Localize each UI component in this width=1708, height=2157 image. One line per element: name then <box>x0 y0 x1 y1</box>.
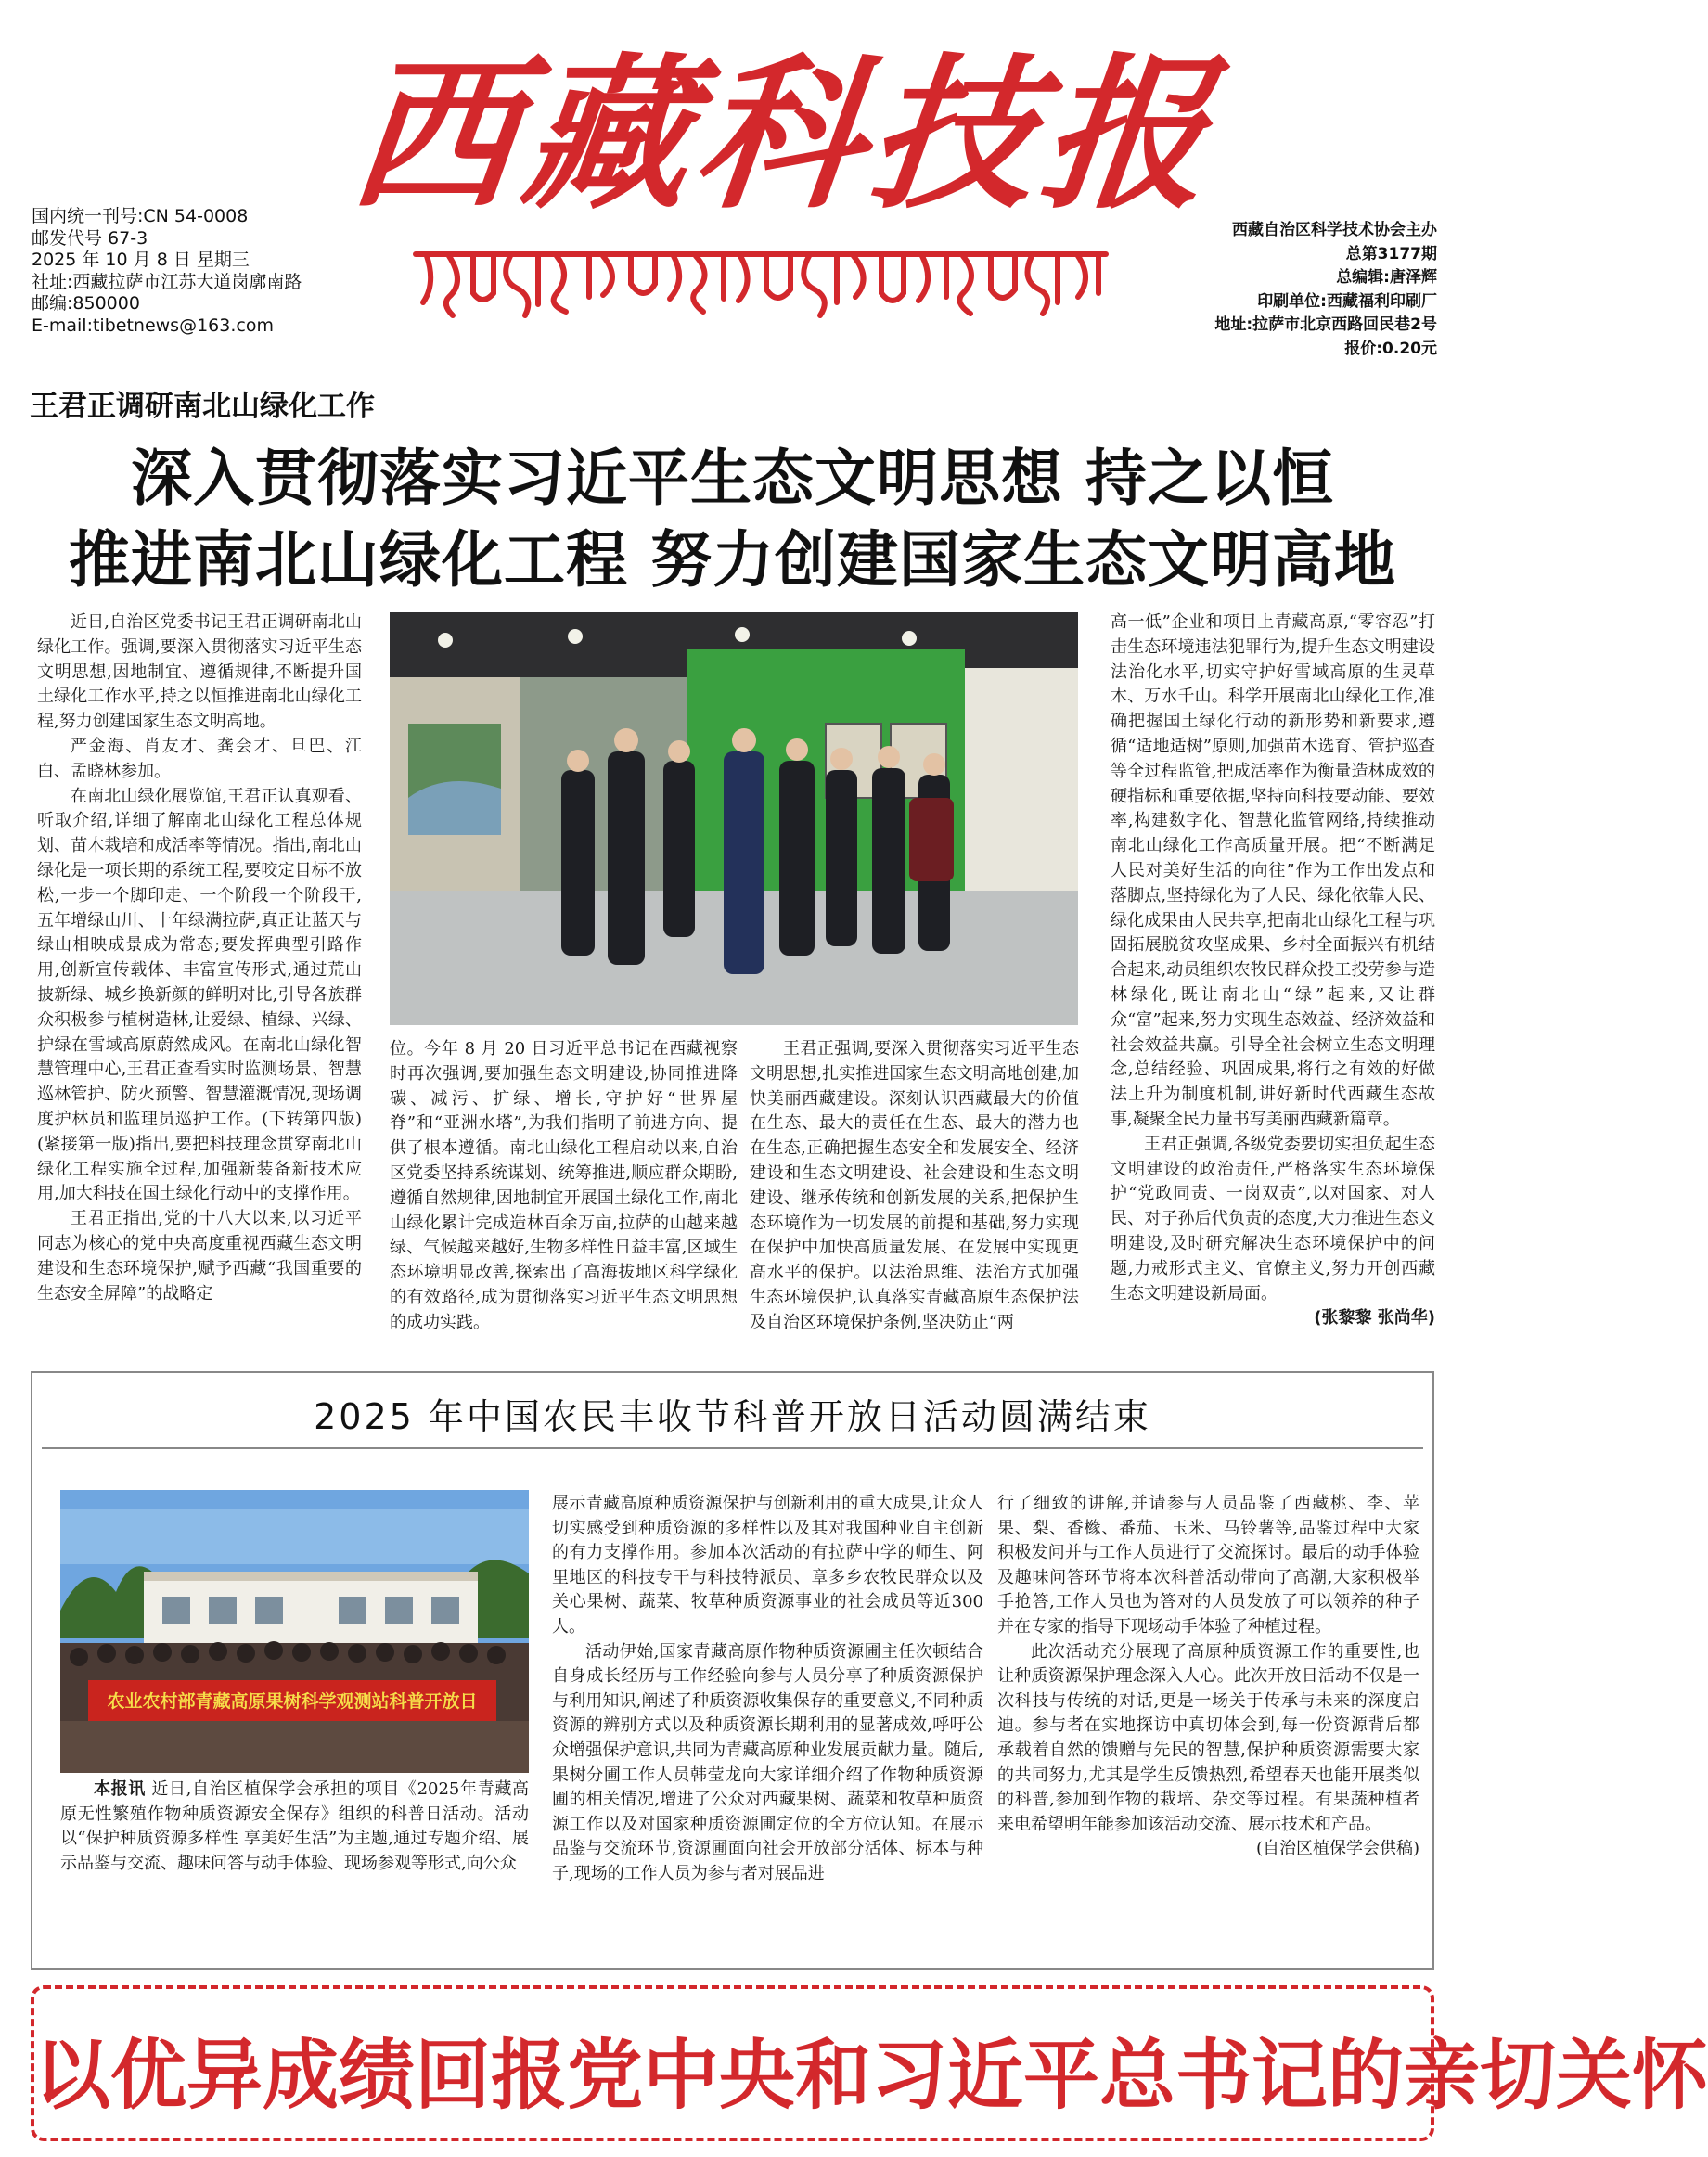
paragraph: 活动伊始,国家青藏高原作物种质资源圃主任次顿结合自身成长经历与工作经验向参与人员分享了种质资源保护与利用知识,阐述了种质资源收集保存的重要意义,不同种质资源的辨别方式以及种质资源长期利用的显著成效,呼吁公众增强保护意识,共同为青藏高原种业发展贡献力量。随后,果树分圃工作人员韩莹龙向大家详细介绍了作物种质资源圃的相关情况,增进了公众对西藏果树、蔬菜和牧草种质资源工作以及对国家种质资源圃定位的全方位认知。在展示品鉴与交流环节,资源圃面向社会开放部分活体、标本与种子,现场的工作人员为参与者对展品进 <box>552 1641 983 1883</box>
lead-column-2 <box>390 1037 738 1353</box>
office-address-line: 地址:拉萨市北京西路回民巷2号 <box>1214 315 1437 334</box>
email-line: E-mail:tibetnews@163.com <box>32 315 274 336</box>
sponsor-line: 西藏自治区科学技术协会主办 <box>1232 221 1437 239</box>
banner-text: 农业农村部青藏高原果树科学观测站科普开放日 <box>107 1691 478 1712</box>
lead-byline: (张黎黎 张尚华) <box>1314 1308 1435 1329</box>
issn-line: 国内统一刊号:CN 54-0008 <box>32 206 249 226</box>
editor-line: 总编辑:唐泽辉 <box>1336 268 1437 287</box>
article-2-group-photo <box>60 1490 529 1773</box>
lead-column-3 <box>750 1037 1079 1353</box>
zip-line: 邮编:850000 <box>32 293 140 315</box>
paragraph: 展示青藏高原种质资源保护与创新利用的重大成果,让众人切实感受到种质资源的多样性以及其对我国种业自主创新的有力支撑作用。参加本次活动的有拉萨中学的师生、阿里地区的科技专干与科技特派员、章多乡农牧民群众以及关心果树、蔬菜、牧草种质资源事业的社会成员等近300人。 <box>552 1494 983 1637</box>
lead-photo-exhibition-hall <box>390 612 1078 1025</box>
paragraph: 在南北山绿化展览馆,王君正认真观看、听取介绍,详细了解南北山绿化工程总体规划、苗木栽培和成活率等情况。指出,南北山绿化是一项长期的系统工程,要咬定目标不放松,一步一个脚印走、一个阶段一个阶段干,五年增绿山川、十年绿满拉萨,真正让蓝天与绿山相映成景成为常态;要发挥典型引路作用,创新宣传载体、丰富宣传形式,通过荒山披新绿、城乡换新颜的鲜明对比,引导各族群众积极参与植树造林,让爱绿、植绿、兴绿、护绿在雪域高原蔚然成风。在南北山绿化智慧管理中心,王君正查看实时监测场景、智慧巡林管护、防火预警、智慧灌溉情况,现场调度护林员和监理员巡护工作。(下转第四版)(紧接第一版)指出,要把科技理念贯穿南北山绿化工程实施全过程,加强新装备新技术应用,加大科技在国土绿化行动中的支撑作用。 <box>37 786 362 1204</box>
paragraph: 王君正强调,要深入贯彻落实习近平生态文明思想,扎实推进国家生态文明高地创建,加快美丽西藏建设。深刻认识西藏最大的价值在生态、最大的责任在生态、最大的潜力也在生态,正确把握生态安全和发展安全、经济建设和生态文明建设、社会建设和生态文明建设、继承传统和创新发展的关系,把保护生态环境作为一切发展的前提和基础,努力实现在保护中加快高质量发展、在发展中实现更高水平的保护。以法治思维、法治方式加强生态环境保护,认真落实青藏高原生态保护法及自治区环境保护条例,坚决防止“两 <box>750 1039 1079 1332</box>
article-2-title: 2025 年中国农民丰收节科普开放日活动圆满结束 <box>314 1396 1151 1437</box>
slogan-banner <box>31 1985 1708 2141</box>
article-2-byline: (自治区植保学会供稿) <box>1255 1839 1419 1859</box>
lead-column-4 <box>1111 610 1435 1353</box>
lead-column-1 <box>37 610 362 1353</box>
title-divider <box>42 1447 1423 1449</box>
paragraph: 严金海、肖友才、龚会才、旦巴、江白、孟晓林参加。 <box>37 736 362 781</box>
slogan-text: 以优异成绩回报党中央和习近平总书记的亲切关怀 <box>34 2031 1708 2120</box>
paragraph: 王君正强调,各级党委要切实担负起生态文明建设的政治责任,严格落实生态环境保护“党政同责、一岗双责”,以对国家、对人民、对子孙后代负责的态度,大力推进生态文明建设,及时研究解决生态环境保护中的问题,力戒形式主义、官僚主义,努力开创西藏生态文明建设新局面。 <box>1111 1134 1435 1303</box>
article-2-column-3 <box>997 1492 1419 1965</box>
paragraph: 高一低”企业和项目上青藏高原,“零容忍”打击生态环境违法犯罪行为,提升生态文明建设法治化水平,切实守护好雪域高原的生灵草木、万水千山。科学开展南北山绿化工作,准确把握国土绿化行动的新形势和新要求,遵循“适地适树”原则,加强苗木选育、管护巡查等全过程监管,把成活率作为衡量造林成效的硬指标和重要依据,坚持向科技要动能、要效率,构建数字化、智慧化监管网络,持续推动南北山绿化工作高质量开展。把“不断满足人民对美好生活的向往”作为工作出发点和落脚点,坚持绿化为了人民、绿化依靠人民、绿化成果由人民共享,把南北山绿化工程与巩固拓展脱贫攻坚成果、乡村全面振兴有机结合起来,动员组织农牧民群众投工投劳参与造林绿化,既让南北山“绿”起来,又让群众“富”起来,努力实现生态效益、经济效益和社会效益共赢。引导全社会树立生态文明理念,总结经验、巩固成果,将行之有效的好做法上升为制度机制,讲好新时代西藏生态故事,凝聚全民力量书写美丽西藏新篇章。 <box>1111 612 1435 1129</box>
article-2-column-2 <box>552 1492 983 1965</box>
postal-code-line: 邮发代号 67-3 <box>32 227 148 249</box>
publication-info-left <box>32 206 403 338</box>
publication-info-right <box>1131 219 1437 361</box>
article-2-column-1 <box>60 1778 529 1963</box>
newspaper-logo: 西藏科技报 <box>342 37 1226 231</box>
paragraph: 行了细致的讲解,并请参与人员品鉴了西藏桃、李、苹果、梨、香橼、番茄、玉米、马铃薯等,品鉴过程中大家积极发问并与工作人员进行了交流探讨。最后的动手体验及趣味问答环节将本次科普活动带向了高潮,大家积极举手抢答,工作人员也为答对的人员发放了可以领养的种子并在专家的指导下现场动手体验了种植过程。 <box>997 1494 1419 1637</box>
lead-kicker: 王君正调研南北山绿化工作 <box>30 390 375 423</box>
lead-headline-line-1: 深入贯彻落实习近平生态文明思想 持之以恒 <box>131 442 1334 514</box>
price-line: 报价:0.20元 <box>1344 339 1437 358</box>
address-line: 社址:西藏拉萨市江苏大道岗廓南路 <box>32 271 302 292</box>
masthead <box>0 0 1465 385</box>
issue-date-line: 2025 年 10 月 8 日 星期三 <box>32 250 250 271</box>
paragraph: 王君正指出,党的十八大以来,以习近平同志为核心的党中央高度重视西藏生态文明建设和生态环境保护,赋予西藏“我国重要的生态安全屏障”的战略定 <box>37 1209 362 1303</box>
tibetan-title-logo <box>408 239 1113 323</box>
issue-number-line: 总第3177期 <box>1345 244 1437 263</box>
paragraph: 此次活动充分展现了高原种质资源工作的重要性,也让种质资源保护理念深入人心。此次开放日活动不仅是一次科技与传统的对话,更是一场关于传承与未来的深度启迪。参与者在实地探访中真切体会到,每一份资源背后都承载着自然的馈赠与先民的智慧,保护种质资源需要大家的共同努力,尤其是学生反馈热烈,希望春天也能开展类似的科普,参加到作物的栽培、杂交等过程。有果蔬种植者来电希望明年能参加该活动交流、展示技术和产品。 <box>997 1641 1419 1834</box>
lead-headline-line-2: 推进南北山绿化工程 努力创建国家生态文明高地 <box>69 523 1396 596</box>
printer-line: 印刷单位:西藏福利印刷厂 <box>1257 291 1437 311</box>
news-tag: 本报讯 <box>94 1779 146 1799</box>
paragraph: 近日,自治区党委书记王君正调研南北山绿化工作。强调,要深入贯彻落实习近平生态文明思想,因地制宜、遵循规律,不断提升国土绿化工作水平,持之以恒推进南北山绿化工程,努力创建国家生态文明高地。 <box>37 612 362 732</box>
article-2-box <box>31 1371 1434 1970</box>
paragraph: 近日,自治区植保学会承担的项目《2025年青藏高原无性繁殖作物种质资源安全保存》组织的科普日活动。活动以“保护种质资源多样性 享美好生活”为主题,通过专题介绍、展示品鉴与交流、趣味问答与动手体验、现场参观等形式,向公众 <box>60 1779 529 1873</box>
paragraph: 位。今年 8 月 20 日习近平总书记在西藏视察时再次强调,要加强生态文明建设,协同推进降碳、减污、扩绿、增长,守护好“世界屋脊”和“亚洲水塔”,为我们指明了前进方向、提供了根本遵循。南北山绿化工程启动以来,自治区党委坚持系统谋划、统筹推进,顺应群众期盼,遵循自然规律,因地制宜开展国土绿化工作,南北山绿化累计完成造林百余万亩,拉萨的山越来越绿、气候越来越好,生物多样性日益丰富,区域生态环境明显改善,探索出了高海拔地区科学绿化的有效路径,成为贯彻落实习近平生态文明思想的成功实践。 <box>390 1039 738 1332</box>
